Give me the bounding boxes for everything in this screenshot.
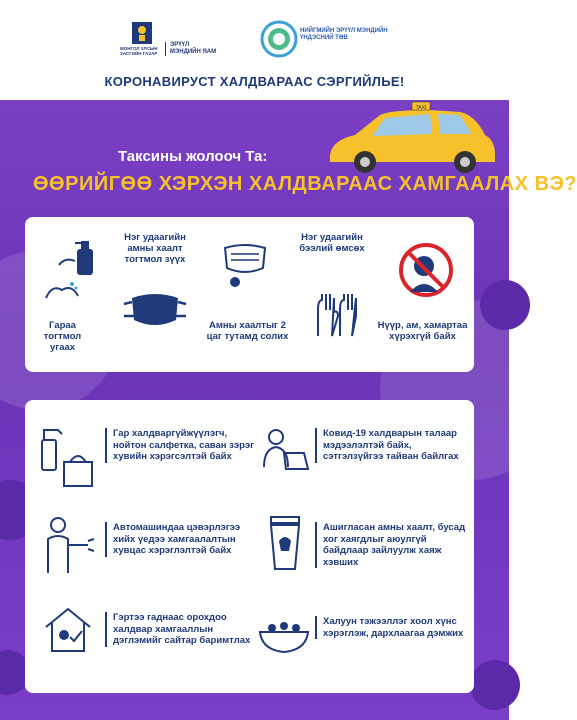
food-item: Халуун тэжээллэг хоол хүнс хэрэглэж, дархлаагаа дэмжих [315,616,473,639]
hand-washing-icon [42,278,82,306]
hand-wash-label: Гараа тогтмол угаах [43,320,82,353]
government-logo-text: МОНГОЛ УЛСЫН ЗАСГИЙН ГАЗАР [120,46,158,56]
header [0,0,509,100]
taxi-car-icon [320,100,500,180]
no-face-touch-icon [398,242,454,298]
waste-item: Ашигласан амны хаалт, бусад хог хаягдлыг аюулгүй байдлаар зайлуулж хаяж хэвших [315,522,473,568]
info-item: Ковид-19 халдварын талаар мэдээлэлтэй байх, сэтгэлзүйгээ тайван байлгах [315,428,473,463]
computer-user-icon [260,425,310,475]
mask-once-label: Нэг удаагийн амны хаалт тогтмол зүүх [124,232,186,265]
title-line1: Таксины жолооч Та: [118,148,268,165]
disinfect-item: Гар халдваргүйжүүлэгч, нойтон салфетка, саван зэрэг хувийн хэрэгсэлтэй байх [105,428,258,463]
mask-icon [120,290,190,330]
home-check-icon [42,605,94,655]
car-clean-item: Автомашиндаа цэвэрлэгээ хийх үедээ хамгаалалтын хувцас хэрэглэлтэй байх [105,522,253,557]
home-item: Гэртээ гаднаас орохдоо халдвар хамгааллын дэглэмийг сайтар баримтлах [105,612,253,647]
no-touch-label: Нүүр, ам, хамартаа хүрэхгүй байх [377,320,468,342]
hand-sanitizer-icon [55,235,100,280]
health-center-logo-icon [260,20,298,58]
mask-virus-icon [215,238,275,293]
spray-bottle-icon [38,420,96,490]
ministry-name: ЭРҮҮЛ МЭНДИЙН ЯАМ [165,42,216,56]
protective-suit-icon [38,515,96,575]
slogan: КОРОНАВИРУСТ ХАЛДВАРААС СЭРГИЙЛЬЕ! [104,74,405,89]
title-line2: ӨӨРИЙГӨӨ ХЭРХЭН ХАЛДВАРААС ХАМГААЛАХ ВЭ? [33,173,577,195]
gloves-icon [312,290,362,338]
mask-change-label: Амны хаалтыг 2 цаг тутамд солих [206,320,289,342]
gloves-label: Нэг удаагийн бээлий өмсөх [299,232,365,254]
trash-bin-icon [265,515,305,571]
food-bowl-icon [258,620,310,654]
health-center-name: НИЙГМИЙН ЭРҮҮЛ МЭНДИЙН ҮНДЭСНИЙ ТӨВ [300,28,388,41]
taxi-sign: TAXI [415,105,427,111]
